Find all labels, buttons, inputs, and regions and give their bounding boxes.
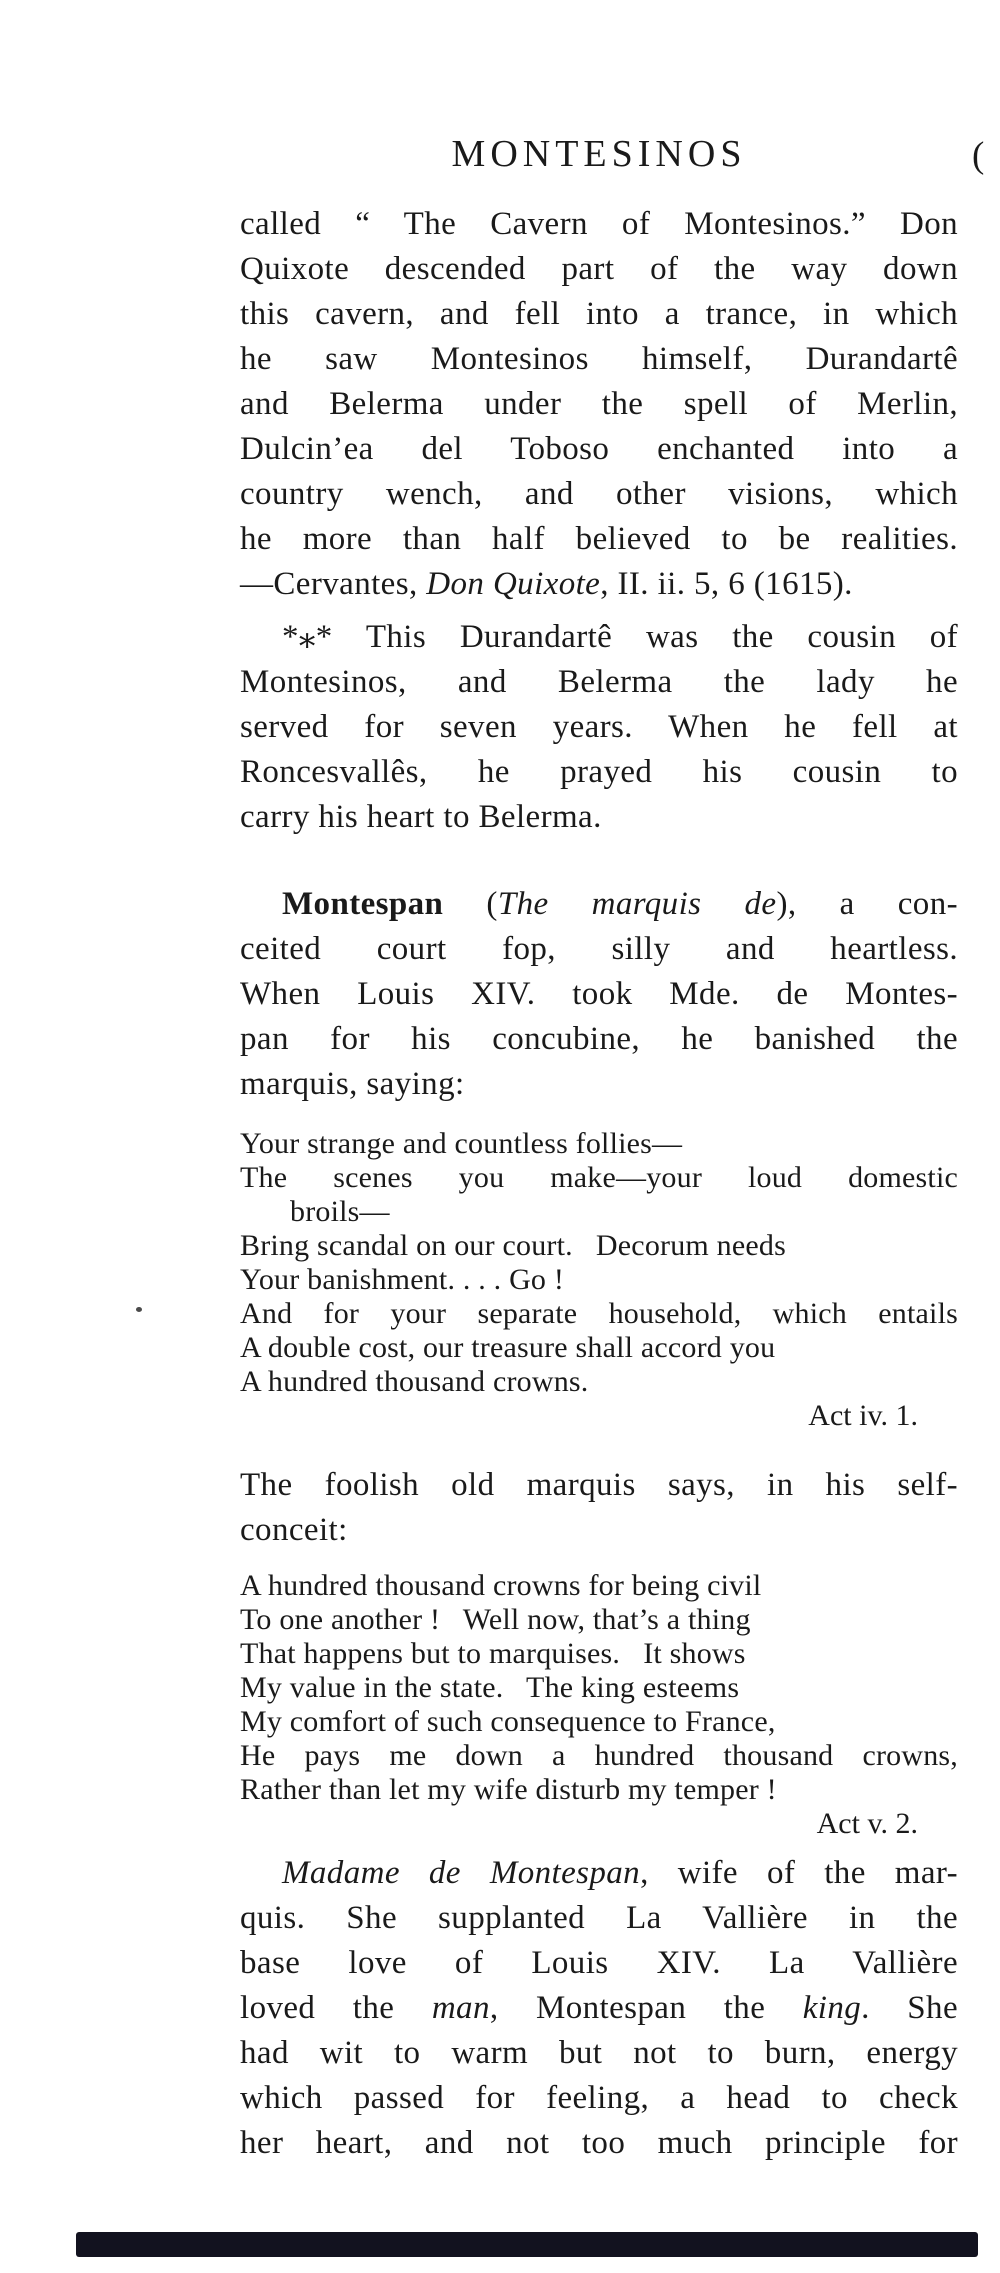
paragraph-montesinos-quote	[240, 202, 958, 607]
text-line: When Louis XIV. took Mde. de Montes-	[240, 976, 958, 1012]
text-line: Roncesvallês, he prayed his cousin to	[240, 754, 958, 790]
text-line: this cavern, and fell into a trance, in which	[240, 296, 958, 332]
verse-line: The scenes you make—your loud domestic	[240, 1161, 958, 1194]
text-line: had wit to warm but not to burn, energy	[240, 2035, 958, 2071]
verse-line: My value in the state. The king esteems	[240, 1671, 740, 1704]
verse-line: And for your separate household, which entails	[240, 1297, 958, 1330]
text-line	[240, 1986, 958, 2031]
entry-headword-line	[240, 882, 958, 927]
text-line: Montesinos, and Belerma the lady he	[240, 664, 958, 700]
headword-open-paren: (	[443, 886, 498, 922]
text-line: quis. She supplanted La Vallière in the	[240, 1900, 958, 1936]
text-line: conceit:	[240, 1512, 348, 1548]
citation-line	[240, 562, 958, 607]
text-line: her heart, and not too much principle for	[240, 2125, 958, 2161]
paragraph-durandarte-note	[240, 615, 958, 840]
text-line: he more than half believed to be realities.	[240, 521, 958, 557]
subentry-headword-line	[240, 1851, 958, 1896]
verse-line: He pays me down a hundred thousand crowns,	[240, 1739, 958, 1772]
text-line: marquis, saying:	[240, 1066, 465, 1102]
verse-quotation-2	[240, 1569, 958, 1841]
text-line: Quixote descended part of the way down	[240, 251, 958, 287]
verse-line: A double cost, our treasure shall accord you	[240, 1331, 776, 1364]
page-edge-fragment: (	[972, 135, 985, 176]
text-line: base love of Louis XIV. La Vallière	[240, 1945, 958, 1981]
text-column	[240, 0, 958, 2166]
text-line: which passed for feeling, a head to check	[240, 2080, 958, 2116]
verse-line: Your banishment. . . . Go !	[240, 1263, 565, 1296]
paragraph-marquis-conceit	[240, 1463, 958, 1553]
subentry-head-rest: , wife of the mar-	[640, 1855, 958, 1891]
scan-edge-bar	[76, 2232, 978, 2257]
headword: Montespan	[282, 886, 444, 922]
headword-qualifier: The marquis de	[497, 886, 777, 922]
verse-line: That happens but to marquises. It shows	[240, 1637, 746, 1670]
text-segment: , Montespan the	[489, 1990, 803, 2026]
text-line: carry his heart to Belerma.	[240, 799, 602, 835]
verse-quotation-1	[240, 1127, 958, 1433]
text-line: The foolish old marquis says, in his self-	[240, 1467, 958, 1503]
verse-line: A hundred thousand crowns for being civil	[240, 1569, 762, 1602]
text-line: and Belerma under the spell of Merlin,	[240, 386, 958, 422]
verse-line: broils—	[290, 1195, 390, 1228]
paragraph-madame-de-montespan	[240, 1851, 958, 2166]
verse-line: Rather than let my wife disturb my temper !	[240, 1773, 777, 1806]
text-line: he saw Montesinos himself, Durandartê	[240, 341, 958, 377]
headword-close: ), a con-	[776, 886, 959, 922]
text-line: served for seven years. When he fell at	[240, 709, 958, 745]
entry-montespan	[240, 882, 958, 1107]
text-segment: . She	[861, 1990, 958, 2026]
text-line: Dulcin’ea del Toboso enchanted into a	[240, 431, 958, 467]
verse-line: Your strange and countless follies—	[240, 1127, 683, 1160]
verse-line: My comfort of such consequence to France,	[240, 1705, 776, 1738]
scan-speck	[136, 1307, 142, 1312]
text-line: called “ The Cavern of Montesinos.” Don	[240, 206, 958, 242]
text-segment: loved the	[240, 1990, 432, 2026]
running-head: MONTESINOS	[451, 133, 747, 175]
text-line: ceited court fop, silly and heartless.	[240, 931, 958, 967]
text-line: country wench, and other visions, which	[240, 476, 958, 512]
italic-word: man	[431, 1990, 490, 2026]
text-line: *⁎* This Durandartê was the cousin of	[282, 619, 958, 655]
verse-line: Bring scandal on our court. Decorum needs	[240, 1229, 786, 1262]
citation-author: —Cervantes,	[240, 566, 427, 602]
quotation-attribution: Act iv. 1.	[808, 1399, 918, 1432]
citation-work-title: Don Quixote	[426, 566, 601, 602]
citation-reference: , II. ii. 5, 6 (1615).	[600, 566, 853, 602]
quotation-attribution: Act v. 2.	[816, 1807, 918, 1840]
text-line: pan for his concubine, he banished the	[240, 1021, 958, 1057]
verse-line: To one another ! Well now, that’s a thing	[240, 1603, 751, 1636]
italic-word: king	[802, 1990, 862, 2026]
subentry-headword: Madame de Montespan	[282, 1855, 641, 1891]
verse-line: A hundred thousand crowns.	[240, 1365, 589, 1398]
